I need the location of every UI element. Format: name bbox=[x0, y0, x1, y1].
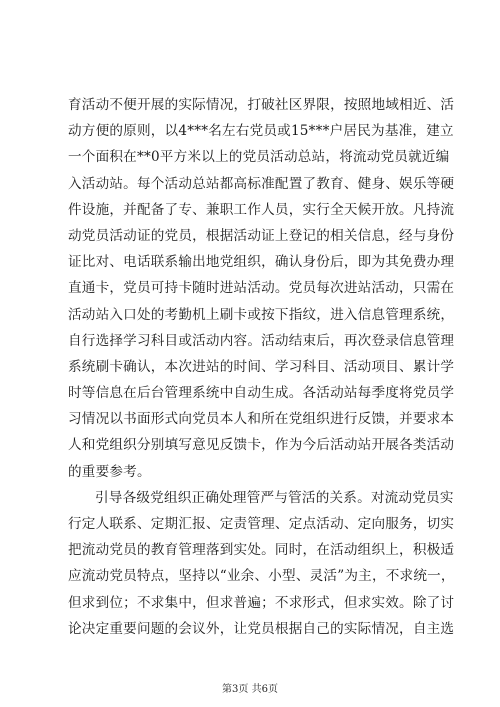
text-line: 自行选择学习科目或活动内容。活动结束后，再次登录信息管理 bbox=[68, 332, 455, 349]
page-footer bbox=[0, 680, 500, 695]
text-line: 直通卡，党员可持卡随时进站活动。党员每次进站活动，只需在 bbox=[68, 280, 455, 297]
body-text bbox=[68, 92, 455, 642]
text-line: 一个面积在**0平方米以上的党员活动总站，将流动党员就近编 bbox=[68, 149, 450, 166]
text-line: 活动站入口处的考勤机上刷卡或按下指纹，进入信息管理系统， bbox=[68, 306, 455, 323]
text-line: 证比对、电话联系输出地党组织，确认身份后，即为其免费办理 bbox=[68, 254, 455, 271]
text-line: 应流动党员特点，坚持以“业余、小型、灵活”为主，不求统一， bbox=[68, 568, 455, 585]
text-line: 入活动站。每个活动总站都高标准配置了教育、健身、娱乐等硬 bbox=[68, 175, 455, 192]
text-line: 件设施，并配备了专、兼职工作人员，实行全天候开放。凡持流 bbox=[68, 201, 455, 218]
text-line: 育活动不便开展的实际情况，打破社区界限，按照地域相近、活 bbox=[68, 97, 455, 113]
text-line: 动方便的原则，以4***名左右党员或15***户居民为基准，建立 bbox=[68, 123, 454, 140]
text-line: 动党员活动证的党员，根据活动证上登记的相关信息，经与身份 bbox=[68, 227, 455, 244]
text-line: 系统刷卡确认，本次进站的时间、学习科目、活动项目、累计学 bbox=[68, 358, 455, 375]
paragraph-start-line: 引导各级党组织正确处理管严与管活的关系。对流动党员实 bbox=[95, 489, 454, 506]
text-line: 论决定重要问题的会议外，让党员根据自己的实际情况，自主选 bbox=[68, 620, 455, 637]
text-line: 的重要参考。 bbox=[68, 463, 151, 480]
text-line: 人和党组织分别填写意见反馈卡，作为今后活动站开展各类活动 bbox=[68, 437, 455, 454]
page-number: 第3页 共6页 bbox=[222, 684, 278, 695]
text-line: 把流动党员的教育管理落到实处。同时，在活动组织上，积极适 bbox=[68, 542, 455, 559]
text-line: 习情况以书面形式向党员本人和所在党组织进行反馈，并要求本 bbox=[68, 411, 455, 428]
text-line: 时等信息在后台管理系统中自动生成。各活动站每季度将党员学 bbox=[68, 385, 455, 402]
text-line: 行定人联系、定期汇报、定责管理、定点活动、定向服务，切实 bbox=[68, 516, 455, 532]
text-line: 但求到位；不求集中，但求普遍；不求形式，但求实效。除了讨 bbox=[68, 594, 455, 611]
